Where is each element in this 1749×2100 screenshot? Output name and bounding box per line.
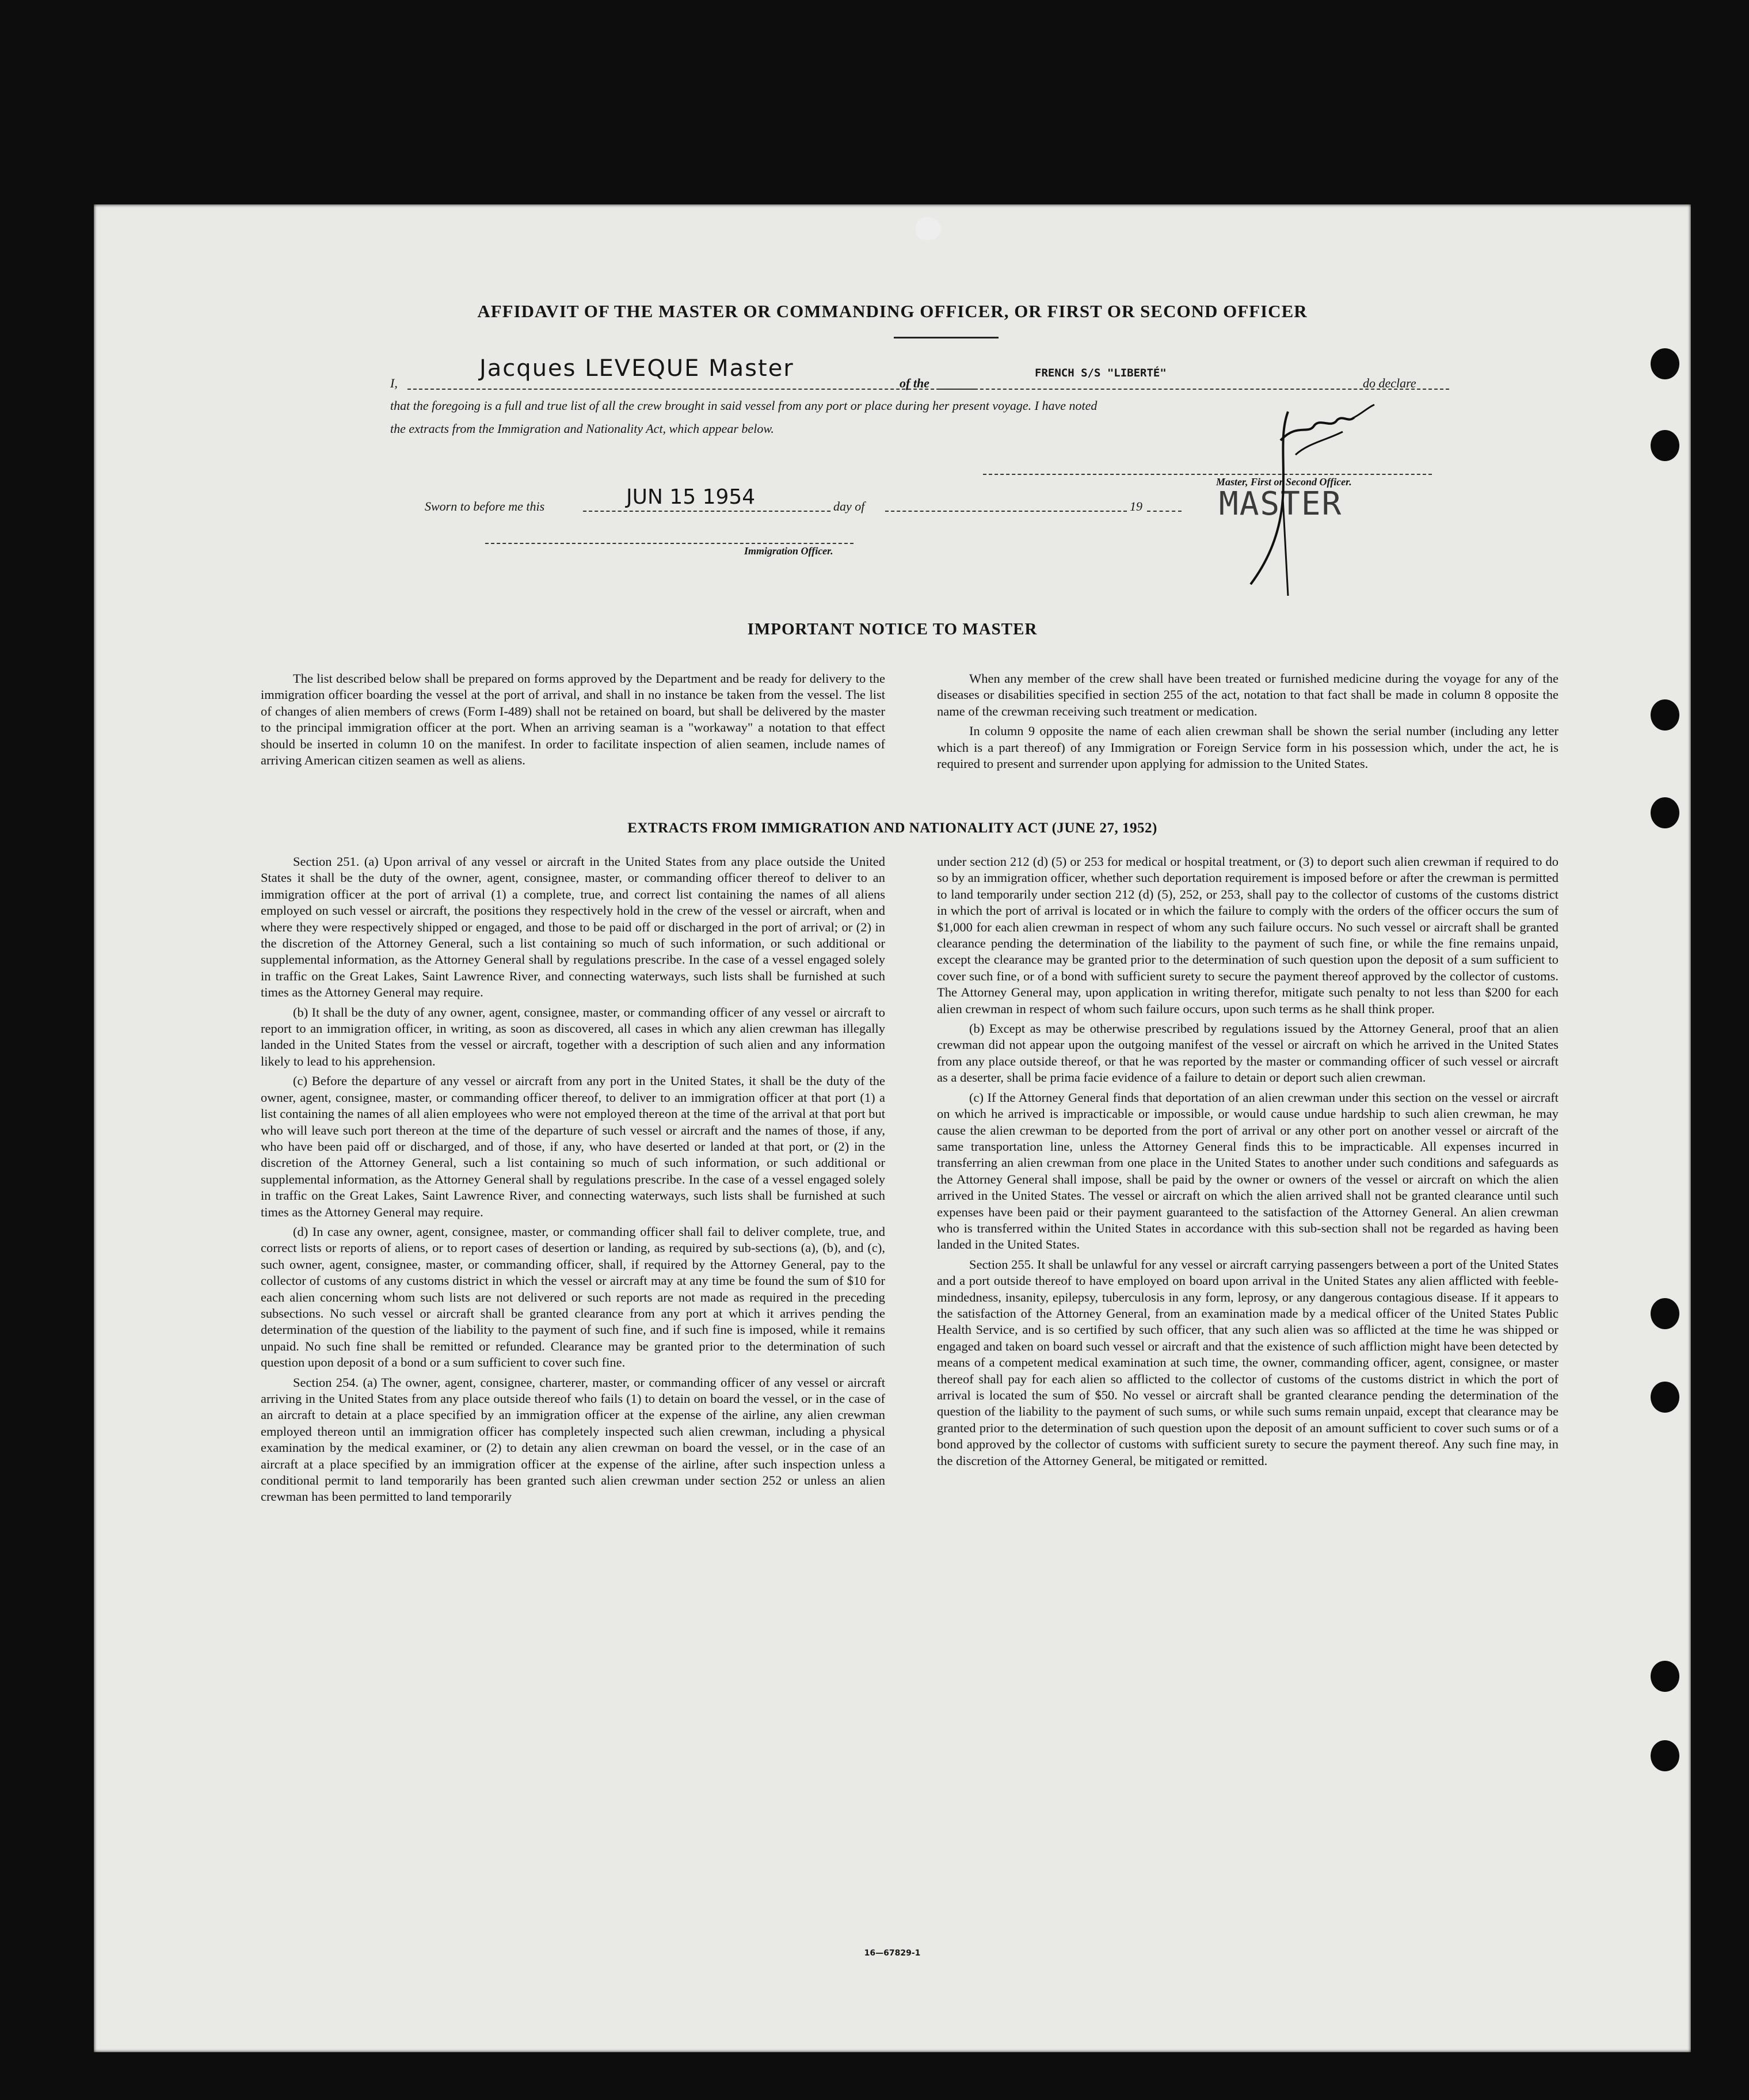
punch-hole	[1651, 1382, 1679, 1413]
officer-caption: Immigration Officer.	[744, 545, 833, 557]
punch-hole	[1651, 348, 1679, 379]
year-line	[1147, 511, 1182, 512]
affidavit-title: AFFIDAVIT OF THE MASTER OR COMMANDING OFFICER, OR FIRST OR SECOND OFFICER	[477, 301, 1308, 321]
month-line	[885, 511, 1127, 512]
declarant-name: Jacques LEVEQUE Master	[479, 355, 794, 382]
section-paragraph: Section 251. (a) Upon arrival of any vessel or aircraft in the United States from any place outside the United States it shall be the duty of the owner, agent, consignee, master, or commanding officer thereof to deliver to an immigration officer at the port of arrival (1) a complete, true, and correct list containing the names of all aliens employed on such vessel or aircraft, the positions they respectively hold in the crew of the vessel or aircraft, when and where they were respectively shipped or engaged, and those to be paid off or discharged in the port of arrival; or (2) in the discretion of the Attorney General, such a list containing so much of such information, or such additional or supplemental information, as the Attorney General shall by regulations prescribe. In the case of a vessel engaged solely in traffic on the Great Lakes, Saint Lawrence River, and connecting waterways, such lists shall be furnished at such times as the Attorney General may require.	[261, 854, 885, 1000]
vessel-name: FRENCH S/S "LIBERTÉ"	[1035, 367, 1167, 379]
punch-hole	[1651, 1661, 1679, 1692]
declaration-line-3: the extracts from the Immigration and Nationality Act, which appear below.	[390, 421, 774, 436]
title-rule	[894, 337, 999, 338]
do-declare-label: do declare	[1363, 376, 1416, 390]
of-the-label: of the	[900, 376, 929, 390]
punch-hole	[1651, 1298, 1679, 1329]
sworn-label: Sworn to before me this	[425, 499, 545, 513]
year-prefix: 19	[1130, 499, 1142, 513]
punch-hole	[1651, 1740, 1679, 1771]
handwritten-signature	[1245, 400, 1383, 596]
officer-line	[485, 543, 853, 544]
punch-hole	[1651, 430, 1679, 461]
sworn-date: JUN 15 1954	[626, 485, 756, 509]
master-stamp: MASTER	[1219, 485, 1343, 523]
section-paragraph: Section 255. It shall be unlawful for any vessel or aircraft carrying passengers between a port of the United States and a port outside thereof to have employed on board upon arrival in the United States any alien afflicted with feeble-mindedness, insanity, epilepsy, tuberculosis in any form, leprosy, or any dangerous contagious disease. If it appears to the satisfaction of the Attorney General, from an examination made by a medical officer of the United States Public Health Service, and is so certified by such officer, that any such alien was so afflicted at the time he was shipped or engaged and taken on board such vessel or aircraft and that the existence of such affliction might have been detected by means of a competent medical examination at such time, the owner, commanding officer, agent, consignee, or master thereof shall pay for each alien so afflicted to the collector of customs of the customs district in which the port of arrival is located the sum of $50. No vessel or aircraft shall be granted clearance pending the determination of the question of the liability to the payment of such sums, or while such sums remain unpaid, except that clearance may be granted prior to the determination of such question upon the deposit of an amount sufficient to cover such sums or of a bond approved by the collector of customs with sufficient surety to secure the payment thereof. Any such fine may, in the discretion of the Attorney General, be mitigated or remitted.	[937, 1257, 1559, 1468]
section-paragraph: (b) Except as may be otherwise prescribed by regulations issued by the Attorney General, proof that an alien crewman did not appear upon the outgoing manifest of the vessel or aircraft on which he arrived in the United States from any place outside thereof, or that he was reported by the master or commanding officer of such vessel or aircraft as a deserter, shall be prima facie evidence of a failure to detain or deport such alien crewman.	[937, 1021, 1559, 1085]
sworn-date-line	[583, 511, 830, 512]
section-paragraph: (b) It shall be the duty of any owner, agent, consignee, master, or commanding officer of any vessel or aircraft to report to an immigration officer, in writing, as soon as discovered, all cases in which any alien crewman has illegally landed in the United States from the vessel or aircraft, together with a description of such alien and any information likely to lead to his apprehension.	[261, 1005, 885, 1068]
notice-paragraph: The list described below shall be prepared on forms approved by the Department and be ready for delivery to the immigration officer boarding the vessel at the port of arrival, and shall in no instance be taken from the vessel. The list of changes of alien members of crews (Form I-489) shall not be retained on board, but shall be delivered by the master to the principal immigration officer at the port. When an arriving seaman is a "workaway" a notation to that effect should be inserted in column 10 on the manifest. In order to facilitate inspection of alien seamen, include names of arriving American citizen seamen as well as aliens.	[261, 671, 885, 768]
notice-paragraph: When any member of the crew shall have been treated or furnished medicine during the voyage for any of the diseases or disabilities specified in section 255 of the act, notation to that fact shall be made in column 8 opposite the name of the crewman receiving such treatment or medication.	[937, 671, 1559, 718]
section-paragraph: Section 254. (a) The owner, agent, consignee, charterer, master, or commanding officer of any vessel or aircraft arriving in the United States from any place outside thereof who fails (1) to detain on board the vessel, or in the case of an aircraft to detain at a place specified by an immigration officer at the expense of the airline, any alien crewman employed thereon until an immigration officer has completely inspected such alien crewman, including a physical examination by the medical examiner, or (2) to detain any alien crewman on board the vessel, or in the case of an aircraft at a place specified by an immigration officer at the expense of the airline, after such inspection unless a conditional permit to land temporarily has been granted such alien crewman under section 252 or unless an alien crewman has been permitted to land temporarily	[261, 1375, 885, 1504]
form-number: 16—67829-1	[864, 1949, 921, 1958]
punch-hole	[1651, 699, 1679, 731]
section-paragraph: (c) Before the departure of any vessel or aircraft from any port in the United States, it shall be the duty of the owner, agent, consignee, master, or commanding officer thereof, to deliver to an immigration officer at that port (1) a list containing the names of all alien employees who were not employed thereon at the time of the arrival at that port but who will leave such port thereon at the time of the departure of such vessel or aircraft and the names of those, if any, who have been paid off or discharged, and of those, if any, who have deserted or landed at that port, or (2) in the discretion of the Attorney General, such a list containing so much of such information, or such additional or supplemental information, as the Attorney General shall by regulations prescribe. In the case of a vessel engaged solely in traffic on the Great Lakes, Saint Lawrence River, and connecting waterways, such lists shall be furnished at such times as the Attorney General may require.	[261, 1074, 885, 1219]
section-paragraph: (c) If the Attorney General finds that deportation of an alien crewman under this section on the vessel or aircraft on which he arrived is impracticable or impossible, or would cause undue hardship to such alien crewman, he may cause the alien crewman to be deported from the port of arrival or any other port on another vessel or aircraft of the same transportation line, unless the Attorney General finds this to be impracticable. All expenses incurred in transferring an alien crewman from one place in the United States to another under such conditions and safeguards as the Attorney General shall impose, shall be paid by the owner or owners of the vessel or aircraft on which the alien arrived in the United States. The vessel or aircraft on which the alien arrived shall not be granted clearance until such expenses have been paid or their payment guaranteed to the satisfaction of the Attorney General. An alien crewman who is transferred within the United States in accordance with this sub-section shall not be regarded as having been landed in the United States.	[937, 1090, 1559, 1252]
extracts-left-column	[261, 854, 885, 1505]
extracts-title: EXTRACTS FROM IMMIGRATION AND NATIONALITY ACT (JUNE 27, 1952)	[627, 820, 1157, 836]
extracts-right-column	[937, 854, 1559, 1469]
line1-prefix: I,	[390, 376, 398, 390]
paper-blemish	[916, 217, 941, 240]
document-page	[94, 204, 1691, 2052]
declaration-line-2: that the foregoing is a full and true list of all the crew brought in said vessel from any port or place during her present voyage. I have noted	[390, 398, 1098, 413]
day-of-label: day of	[833, 499, 865, 513]
name-line	[407, 389, 974, 390]
section-paragraph: under section 212 (d) (5) or 253 for medical or hospital treatment, or (3) to deport such alien crewman if required to do so by an immigration officer, whether such deportation requirement is imposed before or after the crewman is permitted to land temporarily under section 212 (d) (5), 252, or 253, shall pay to the collector of customs of the customs district in which the port of arrival is located or in which the failure to comply with the orders of the officer occurs the sum of $1,000 for each alien crewman in respect of whom any such failure occurs. No such vessel or aircraft shall be granted clearance pending the determination of the liability to the payment of such fine, or while the fine remains unpaid, except the clearance may be granted prior to the determination of such question upon the deposit of a sum sufficient to cover such fine, or of a bond with sufficient surety to secure the payment thereof approved by the collector of customs. The Attorney General may, upon application in writing therefor, mitigate such penalty to not less than $200 for each alien crewman in respect of whom such failure occurs, upon such terms as he shall think proper.	[937, 854, 1559, 1016]
section-paragraph: (d) In case any owner, agent, consignee, master, or commanding officer shall fail to deliver complete, true, and correct lists or reports of aliens, or to report cases of desertion or landing, as required by sub-sections (a), (b), and (c), such owner, agent, consignee, master, or commanding officer, shall, if required by the Attorney General, pay to the collector of customs of any customs district in which the vessel or aircraft may at any time be found the sum of $10 for each alien concerning whom such lists are not delivered or such reports are not made as required in the preceding subsections. No such vessel or aircraft shall be granted clearance from any port at which it arrives pending the determination of the question of the liability to the payment of such fine, and if such fine is imposed, while it remains unpaid. No such fine shall be remitted or refunded. Clearance may be granted prior to the determination of such question upon deposit of a bond or a sum sufficient to cover such fine.	[261, 1224, 885, 1370]
signature-caption: Master, First or Second Officer.	[1216, 476, 1352, 488]
notice-paragraph: In column 9 opposite the name of each alien crewman shall be shown the serial number (including any letter which is a part thereof) of any Immigration or Foreign Service form in his possession which, under the act, he is required to present and surrender upon applying for admission to the United States.	[937, 724, 1559, 771]
notice-title: IMPORTANT NOTICE TO MASTER	[747, 620, 1038, 638]
notice-left-column	[261, 671, 885, 769]
notice-right-column	[937, 671, 1559, 772]
